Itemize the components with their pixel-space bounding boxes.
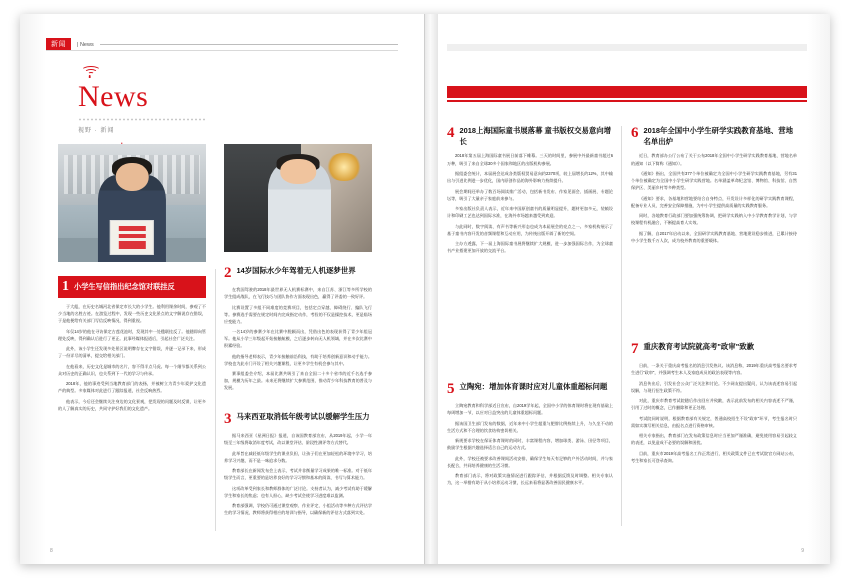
article-7-title: 重庆教育考试院就高考"政审"致歉 <box>643 342 754 351</box>
article-4-body <box>447 152 613 254</box>
red-band <box>447 86 807 98</box>
article-4 <box>447 126 613 258</box>
article-1-headline-block <box>58 276 206 298</box>
article-4-para-1: 2018年第五届上海国际童书展日前落下帷幕。三天的时间里，参展中外最新童书超过6万种，吸引了来自全球30多个国家和地区的出版机构参展。 <box>447 153 613 166</box>
magazine-spread <box>20 14 830 564</box>
page-number-left: 8 <box>50 548 53 554</box>
article-3-para-5: 教育部强调，学校仍可通过课堂观察、作业评定、小组活动等多种方式评估学生的学习情况，教师将获得相应的培训与指导，以确保新的评估方式落到实处。 <box>224 503 372 516</box>
article-2-para-5: 赛事组委会介绍，本届比赛共吸引了来自全国二十多个省市的近千名选手参加，规模为历年之最。未来还将继续扩大参赛范围，推动青少年科技教育的普及与发展。 <box>224 371 372 391</box>
article-2-headline-block <box>224 266 372 281</box>
photo-drone-boy <box>224 144 372 252</box>
article-3-para-2: 此举旨在减轻低年级学生的课业负担，让孩子们在更加轻松的环境中学习，培养学习兴趣，而不是一味追求分数。 <box>224 450 372 463</box>
article-2-para-1: 在我国驾驶的2018年最世界无人机赛标赛中，来自江苏、浙江等多所学校的学生组成战队，在飞行技巧与团队协作方面表现出色，赢得了评委的一致好评。 <box>224 287 372 300</box>
article-1-para-1: 于大彪，在历史名城河北省保定市长大的小学生。他利用课余时间，参观了不少当地的名胜古迹。在游览过程中，发现一些历史文化景点的文字解说存在错误，于是他便给有关部门写信反映情况，得到重视。 <box>58 304 206 324</box>
article-3-headline-block <box>224 412 372 427</box>
article-7-headline-block <box>631 342 797 357</box>
article-7-para-6: 目前，重庆市2019年高考报名工作正常进行，相关政策文件已在考试院官方网站公布，考生和家长可登录查询。 <box>631 450 797 463</box>
article-6-number: 6 <box>631 125 639 141</box>
article-6-para-3: 《通知》要求，各基地和营地要结合自身特点，开发设计多样化的研学实践教育课程，配备专业人员，完善安全保障措施，为中小学生提供高质量的实践教育服务。 <box>631 195 797 208</box>
article-6-para-4: 同时，各地教育行政部门要加强统筹协调，把研学实践纳入中小学教育教学计划，与学校课程有机融合，不断提高育人实效。 <box>631 213 797 226</box>
article-3-number: 3 <box>224 411 232 427</box>
article-1 <box>58 276 206 415</box>
column-divider-right-page <box>621 126 622 526</box>
article-7-para-1: 日前，一条关于重庆高考报名的消息引发热议。该消息称，2019年重庆高考报名要求考生进行"政审"，并强调考生本人及家庭成员的政治表现等内容。 <box>631 363 797 376</box>
article-1-para-5: 2018年，他的事迹受到当地教育部门的表扬，并被树立为青少年爱护文化遗产的典型。多家媒体对此进行了跟踪报道，社会反响热烈。 <box>58 381 206 394</box>
article-3-body <box>224 432 372 516</box>
masthead <box>78 66 228 152</box>
header-rule <box>100 44 398 45</box>
article-5-body <box>447 402 613 486</box>
masthead-dotted-rule <box>78 118 206 121</box>
article-3-para-3: 教育部长在新闻发布会上表示，考试并非衡量学习成果的唯一标准。对于低年级学生而言，更重要的是培养良好的学习习惯和基本的阅读、书写与算术能力。 <box>224 468 372 481</box>
article-5-title: 立陶宛：增加体育课时应对儿童体重超标问题 <box>459 382 608 391</box>
masthead-subtitle: 视野 · 新闻 <box>78 128 115 134</box>
article-4-number: 4 <box>447 125 455 141</box>
article-6-body <box>631 152 797 243</box>
red-rule <box>447 100 807 102</box>
article-6-title: 2018年全国中小学生研学实践教育基地、营地名单出炉 <box>643 126 793 146</box>
article-3-title: 马来西亚取消低年级考试以缓解学生压力 <box>236 412 370 421</box>
masthead-title: News <box>78 80 149 113</box>
article-5 <box>447 382 613 490</box>
article-6 <box>631 126 797 247</box>
article-6-para-5: 据了解，自2017年启动以来，全国研学实践教育基地、营地建设稳步推进，已累计接待中小学生数千万人次，成为校外教育的重要载体。 <box>631 230 797 243</box>
article-3-para-1: 据马来西亚《星洲日报》报道，自该国教育部宣布，从2019年起，小学一年级至三年级将取消年度考试，改以课堂评估、阶段性测评等方式替代。 <box>224 433 372 446</box>
section-tag: 新闻 <box>46 38 71 51</box>
article-2-title: 14岁国际水少年驾着无人机逐梦世界 <box>236 266 356 275</box>
article-5-para-4: 此外，学校还被要求改善课间活动安排，确保学生每天有足够的户外活动时间，并与家长配合，共同培养健康的生活习惯。 <box>447 455 613 468</box>
article-2 <box>224 266 372 395</box>
article-7-para-3: 对此，重庆市教育考试院随后作出回应并致歉，表示此前发布的相关内容表述不严谨，引用了过时的概念，已作删除和更正处理。 <box>631 398 797 411</box>
article-4-para-6: 主办方透露，下一届上海国际童书展将继续扩大规模，进一步加强国际合作，为全球童书产业搭建更加开放的交流平台。 <box>447 241 613 254</box>
article-6-headline-block <box>631 126 797 147</box>
article-7-para-5: 相关专家指出，教育部门在发布政策信息时应当更加严谨准确，避免使用容易引起歧义的表述，以免造成不必要的误解和困扰。 <box>631 433 797 446</box>
article-5-number: 5 <box>447 381 455 397</box>
page-left <box>20 14 425 564</box>
article-5-para-3: 新规要求学校在保证体育课时的同时，丰富课程内容，增加球类、游泳、田径等项目，鼓励学生根据兴趣选择适合自己的运动方式。 <box>447 438 613 451</box>
header-rule-secondary <box>46 50 398 51</box>
article-4-para-3: 展会期间还举办了数百场阅读推广活动，包括新书发布、作家见面会、插画展、专题论坛等，吸引了大量亲子家庭前来参与。 <box>447 188 613 201</box>
article-4-para-2: 据组委会统计，本届展会达成各类版权贸易意向约2370项，较上届增长约12%，其中输出与引进比例进一步优化，国内原创作品的海外影响力持续提升。 <box>447 171 613 184</box>
article-1-para-2: 年仅14岁的他在寻访保定古莲花池时，发现其中一处楹联挂反了。他随即向管理处反映，得到确认后进行了更正。此事经媒体报道后，引起社会广泛关注。 <box>58 328 206 341</box>
article-7-para-4: 考试院同时说明，根据教育部有关规定，普通高校招生不设"政审"环节，考生报名时只需如实填写相关信息，由报名点进行资格审核。 <box>631 415 797 428</box>
article-5-headline-block <box>447 382 613 397</box>
article-6-para-1: 近日，教育部办公厅公布了关于公布2018年全国中小学生研学实践教育基地、营地名单的通知（以下简称《通知》）。 <box>631 153 797 166</box>
article-2-body <box>224 286 372 391</box>
article-7 <box>631 342 797 467</box>
column-divider-left-page <box>215 269 216 531</box>
section-tag-en: | News <box>77 41 94 48</box>
article-1-body <box>58 303 206 412</box>
article-5-para-5: 教育部门表示，将对政策实施情况进行跟踪评估，并根据反馈及时调整。相关专家认为，这一举措有助于从小培养运动习惯，长远来看将显著改善国民健康水平。 <box>447 473 613 486</box>
article-5-para-1: 立陶宛教育和科学部近日宣布，自2019学年起，全国中小学的体育课时将在现有基础上每周增加一节，以应对日益突出的儿童体重超标问题。 <box>447 403 613 416</box>
article-6-para-2: 《通知》指出，全国共有377个单位被确定为全国中小学生研学实践教育基地，另有31个单位被确定为全国中小学生研学实践营地。名单涵盖革命纪念馆、博物馆、科技馆、自然保护区、美丽乡村等多种类型。 <box>631 171 797 191</box>
article-2-para-3: 一名14岁的参赛少年在比赛中脱颖而出，凭借出色的表现获得了青少年组冠军。他从小学三年级起开始接触航模，之后逐步转向无人机领域，并在多次比赛中积累经验。 <box>224 329 372 349</box>
article-1-para-3: 此外，该小学生还发现多处景区说明牌存在文字错误，并逐一记录下来，形成了一份详尽的清单，提交给相关部门。 <box>58 346 206 359</box>
article-1-number: 1 <box>62 279 69 294</box>
top-grey-bar <box>447 44 807 51</box>
article-1-para-6: 他表示，今后还会继续关注身边的文化景观，把发现的问题及时反馈，让更多的人了解真实的历史，共同守护好我们的文化遗产。 <box>58 398 206 411</box>
page-right <box>425 14 830 564</box>
article-5-para-2: 据该国卫生部门发布的数据，近年来中小学生超重与肥胖比例持续上升，与久坐不动的生活方式和不合理的饮食结构密切相关。 <box>447 420 613 433</box>
wifi-icon <box>80 66 102 78</box>
article-7-number: 7 <box>631 341 639 357</box>
article-1-para-4: 在他看来，历史文化是城市的名片，容不得半点马虎。每一个细节都关系到公众对历史的正确认识，也关系到下一代的学习与传承。 <box>58 363 206 376</box>
article-4-headline-block <box>447 126 613 147</box>
article-2-number: 2 <box>224 265 232 281</box>
article-1-title: 小学生写信指出纪念馆对联挂反 <box>74 281 175 291</box>
article-7-body <box>631 362 797 464</box>
article-3-para-4: 这项改革受到家长和教师群体的广泛讨论。支持者认为，减少考试有助于缓解学生和家长的焦虑；也有人担心，缺少考试会使学习进度难以监测。 <box>224 485 372 498</box>
article-7-para-2: 消息传出后，引发社会公众广泛关注和讨论。不少网友提出疑问，认为该表述容易引起误解，与现行招生政策不符。 <box>631 380 797 393</box>
article-2-para-4: 他的指导老师表示，青少年接触前沿科技，有助于培养创新意识和动手能力。学校也为此专门开设了相关兴趣课程，让更多学生有机会参与其中。 <box>224 353 372 366</box>
article-4-para-5: 与此同时，数字阅读、有声书等新兴形态也成为本届展会的亮点之一。多家机构展示了基于童书内容开发的音频课程和互动应用，为传统出版开辟了新的空间。 <box>447 223 613 236</box>
photo-student-with-letter <box>58 144 206 262</box>
page-number-right: 9 <box>801 548 804 554</box>
article-3 <box>224 412 372 520</box>
article-4-title: 2018上海国际童书展落幕 童书版权交易意向增长 <box>459 126 612 146</box>
article-2-para-2: 比赛设置了多组不同难度的竞赛项目，包括定点穿越、障碍绕行、编队飞行等。参赛选手需要在规定时间内完成指定动作，考验的不仅是操控技术，更是临场应变能力。 <box>224 304 372 324</box>
article-4-para-4: 多家出版社负责人表示，近年来中国原创童书的质量明显提升，题材更加多元，装帧设计和印刷工艺也达到国际水准，在海外市场越来越受到欢迎。 <box>447 206 613 219</box>
